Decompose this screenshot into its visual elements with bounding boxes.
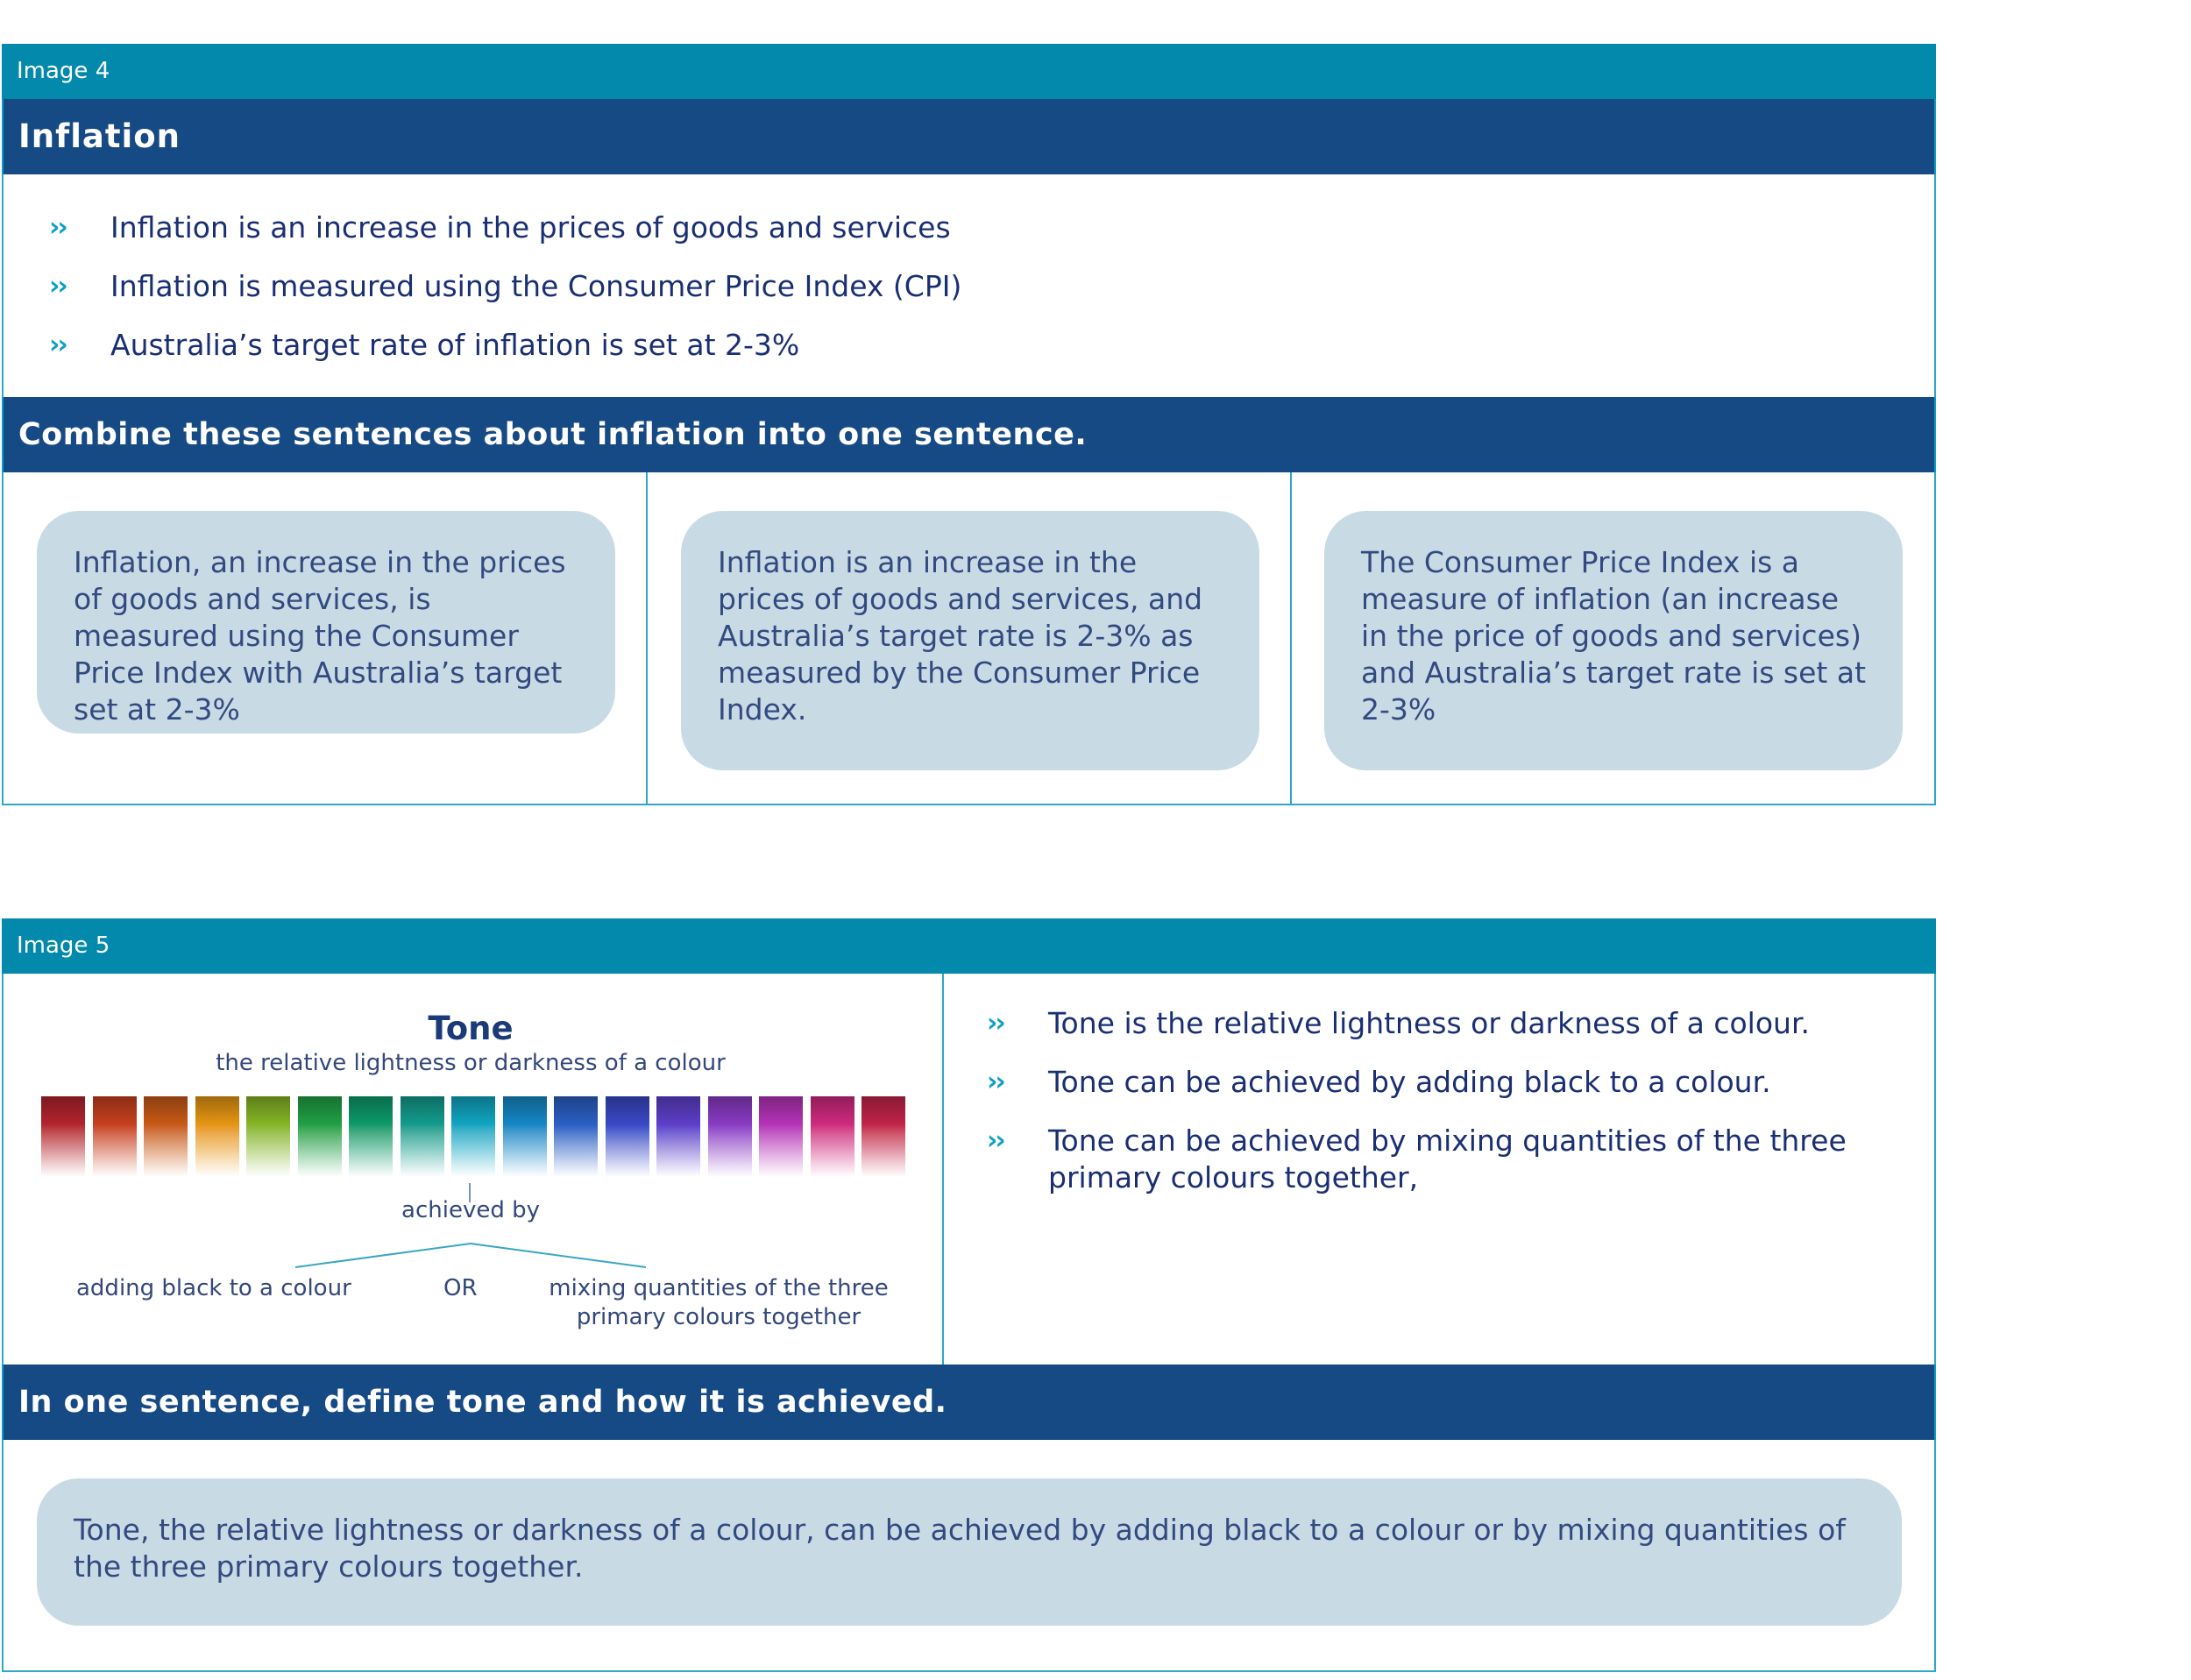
right-branch-label-line1: mixing quantities of the three <box>549 1275 889 1301</box>
inflation-bullets-frame <box>2 174 1936 397</box>
colour-swatch <box>401 1096 444 1177</box>
inflation-answers-frame <box>2 472 1936 805</box>
answer-card-2: Inflation is an increase in the prices of goods and services, and Australia’s target rate is 2-3% as measured by the Consumer Price Index. <box>681 511 1259 770</box>
inflation-title: Inflation <box>2 99 1936 174</box>
colour-swatch <box>41 1096 85 1177</box>
chevron-bullet-icon: ›› <box>987 1125 1003 1156</box>
colour-swatch <box>246 1096 290 1177</box>
colour-swatch <box>451 1096 495 1177</box>
image-4-panel <box>2 44 1936 805</box>
tone-answer-frame <box>2 1440 1936 1672</box>
connector-line <box>471 1244 646 1267</box>
achieved-by-label: achieved by <box>401 1197 540 1223</box>
column-divider <box>942 974 944 1365</box>
bullet-item: ›› Tone can be achieved by adding black to a colour. <box>987 1065 1771 1099</box>
bullet-item: ›› Tone can be achieved by mixing quantities of the three primary colours together, <box>987 1124 1847 1194</box>
tone-bullet-list <box>987 1005 1907 1196</box>
colour-swatch <box>349 1096 393 1177</box>
colour-swatch <box>606 1096 649 1177</box>
colour-swatch <box>195 1096 239 1177</box>
answer-card-3: The Consumer Price Index is a measure of inflation (an increase in the price of goods and services) and Australia’s target rate is set at 2-3% <box>1324 511 1903 770</box>
colour-swatch <box>144 1096 188 1177</box>
colour-swatch <box>93 1096 137 1177</box>
chevron-bullet-icon: ›› <box>49 271 66 301</box>
answer-card-1: Inflation, an increase in the prices of goods and services, is measured using the Consumer Price Index with Australia’s target set at 2-3% <box>37 511 615 734</box>
colour-swatch <box>708 1096 752 1177</box>
bullet-item: ›› Australia’s target rate of inflation is set at 2-3% <box>49 328 800 362</box>
chevron-bullet-icon: ›› <box>987 1067 1003 1097</box>
colour-swatch <box>554 1096 598 1177</box>
tone-diagram-connectors <box>0 1174 941 1279</box>
colour-swatch <box>298 1096 342 1177</box>
image-4-caption: Image 4 <box>2 44 1936 99</box>
right-branch-label-line2: primary colours together <box>576 1304 862 1330</box>
column-divider <box>646 472 648 804</box>
bullet-item: ›› Tone is the relative lightness or darkness of a colour. <box>987 1006 1810 1040</box>
image-5-caption: Image 5 <box>2 918 1936 974</box>
tone-prompt: In one sentence, define tone and how it is achieved. <box>2 1365 1936 1440</box>
column-divider <box>1290 472 1292 804</box>
colour-swatch <box>862 1096 905 1177</box>
connector-line <box>295 1244 471 1267</box>
colour-swatch <box>811 1096 854 1177</box>
bullet-item: ›› Inflation is measured using the Consumer Price Index (CPI) <box>49 269 962 303</box>
chevron-bullet-icon: ›› <box>49 212 66 243</box>
inflation-bullet-list <box>49 209 961 364</box>
left-branch-label: adding black to a colour <box>76 1275 351 1301</box>
bullet-item: ›› Inflation is an increase in the prices of goods and services <box>49 210 951 245</box>
colour-swatch <box>759 1096 803 1177</box>
tone-answer-card: Tone, the relative lightness or darkness of a colour, can be achieved by adding black to a colour or by mixing quantities of the three primary colours together. <box>37 1478 1902 1626</box>
or-label: OR <box>443 1275 478 1301</box>
tone-diagram-subtitle: the relative lightness or darkness of a colour <box>216 1050 726 1076</box>
tone-diagram-title: Tone <box>428 1010 514 1047</box>
chevron-bullet-icon: ›› <box>987 1008 1003 1038</box>
colour-swatch <box>503 1096 547 1177</box>
inflation-prompt: Combine these sentences about inflation into one sentence. <box>2 397 1936 472</box>
chevron-bullet-icon: ›› <box>49 330 66 360</box>
colour-swatch <box>656 1096 700 1177</box>
